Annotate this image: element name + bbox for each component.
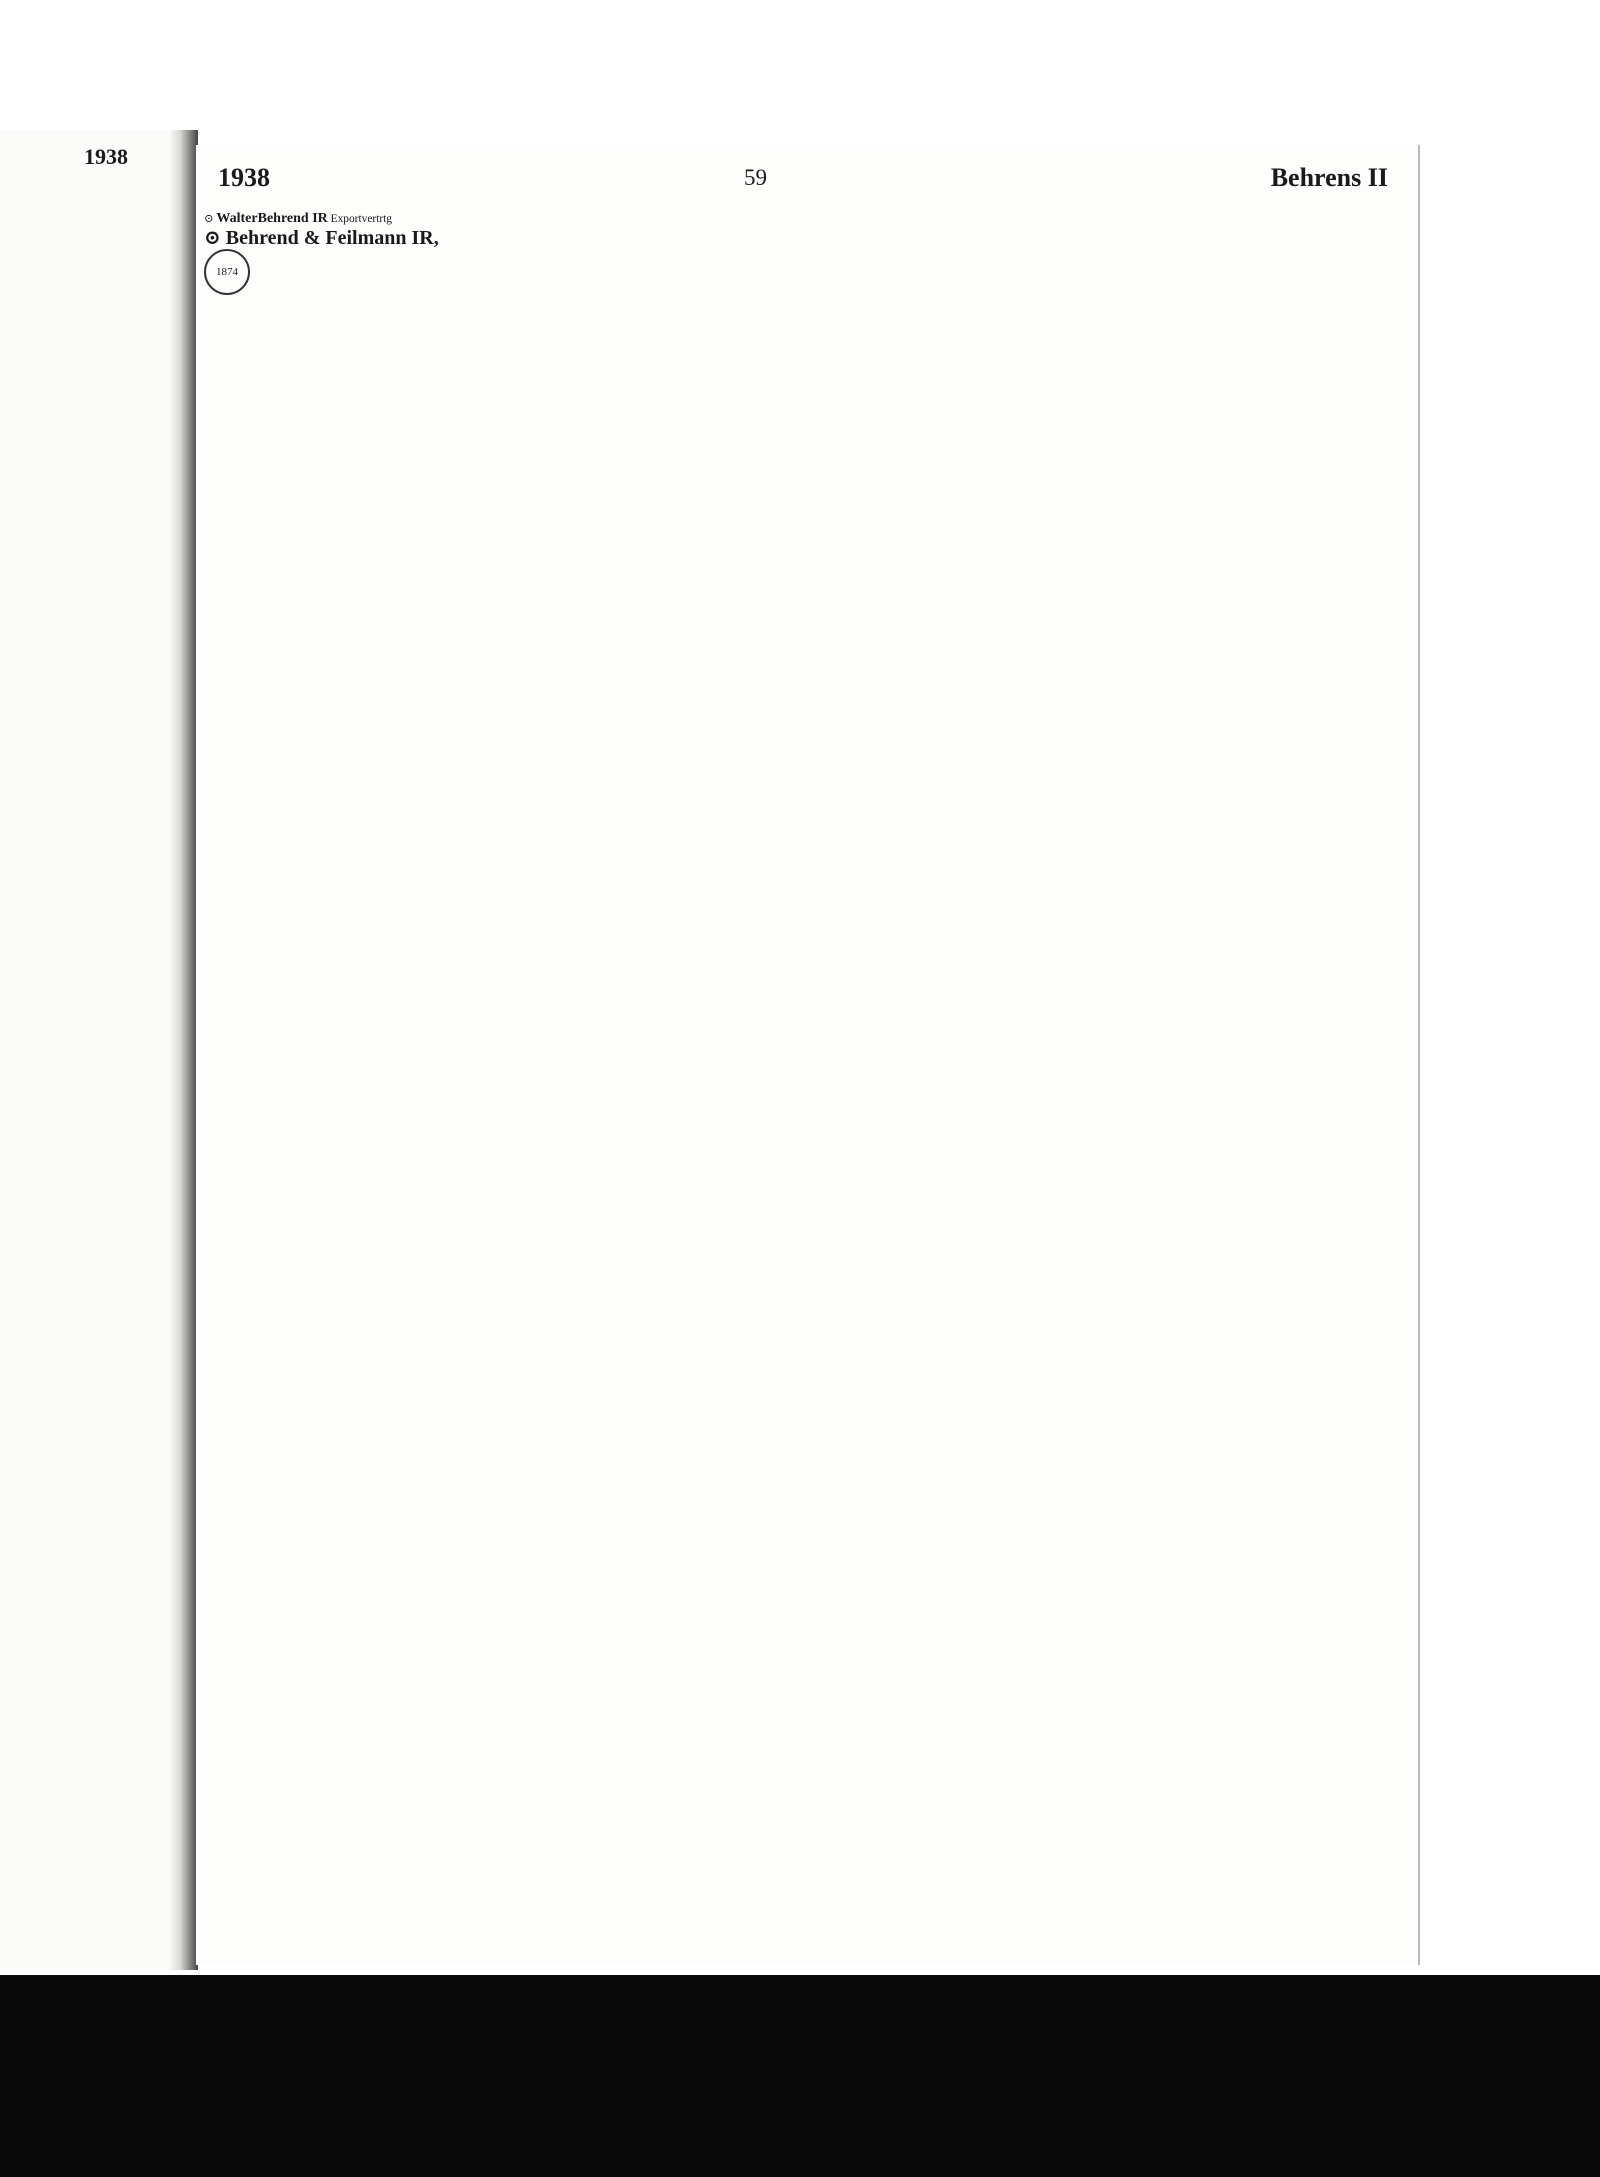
- feilmann-title: Behrend & Feilmann IR,: [225, 226, 439, 249]
- feilmann-logo: 1874: [204, 249, 250, 295]
- page-number: 59: [744, 165, 767, 190]
- left-page-fragment: [0, 130, 175, 1970]
- microfilm-strip: [0, 1975, 1600, 2177]
- page-header: [196, 163, 1418, 199]
- directory-page: [196, 145, 1420, 1965]
- page-year: 1938: [218, 163, 270, 192]
- walter-behrend-name: WalterBehrend IR: [216, 211, 328, 226]
- left-page-header: 1938: [84, 144, 128, 169]
- target-icon: ⊙: [204, 226, 226, 249]
- walter-behrend-entry: [204, 211, 501, 228]
- column-1: [204, 211, 501, 295]
- target-icon: ⊙: [204, 213, 217, 225]
- feilmann-heading: [204, 226, 501, 249]
- book-gutter: [168, 130, 198, 1970]
- walter-behrend-text: Exportvertrtg: [330, 213, 392, 225]
- page-running-head: Behrens II: [1270, 163, 1388, 192]
